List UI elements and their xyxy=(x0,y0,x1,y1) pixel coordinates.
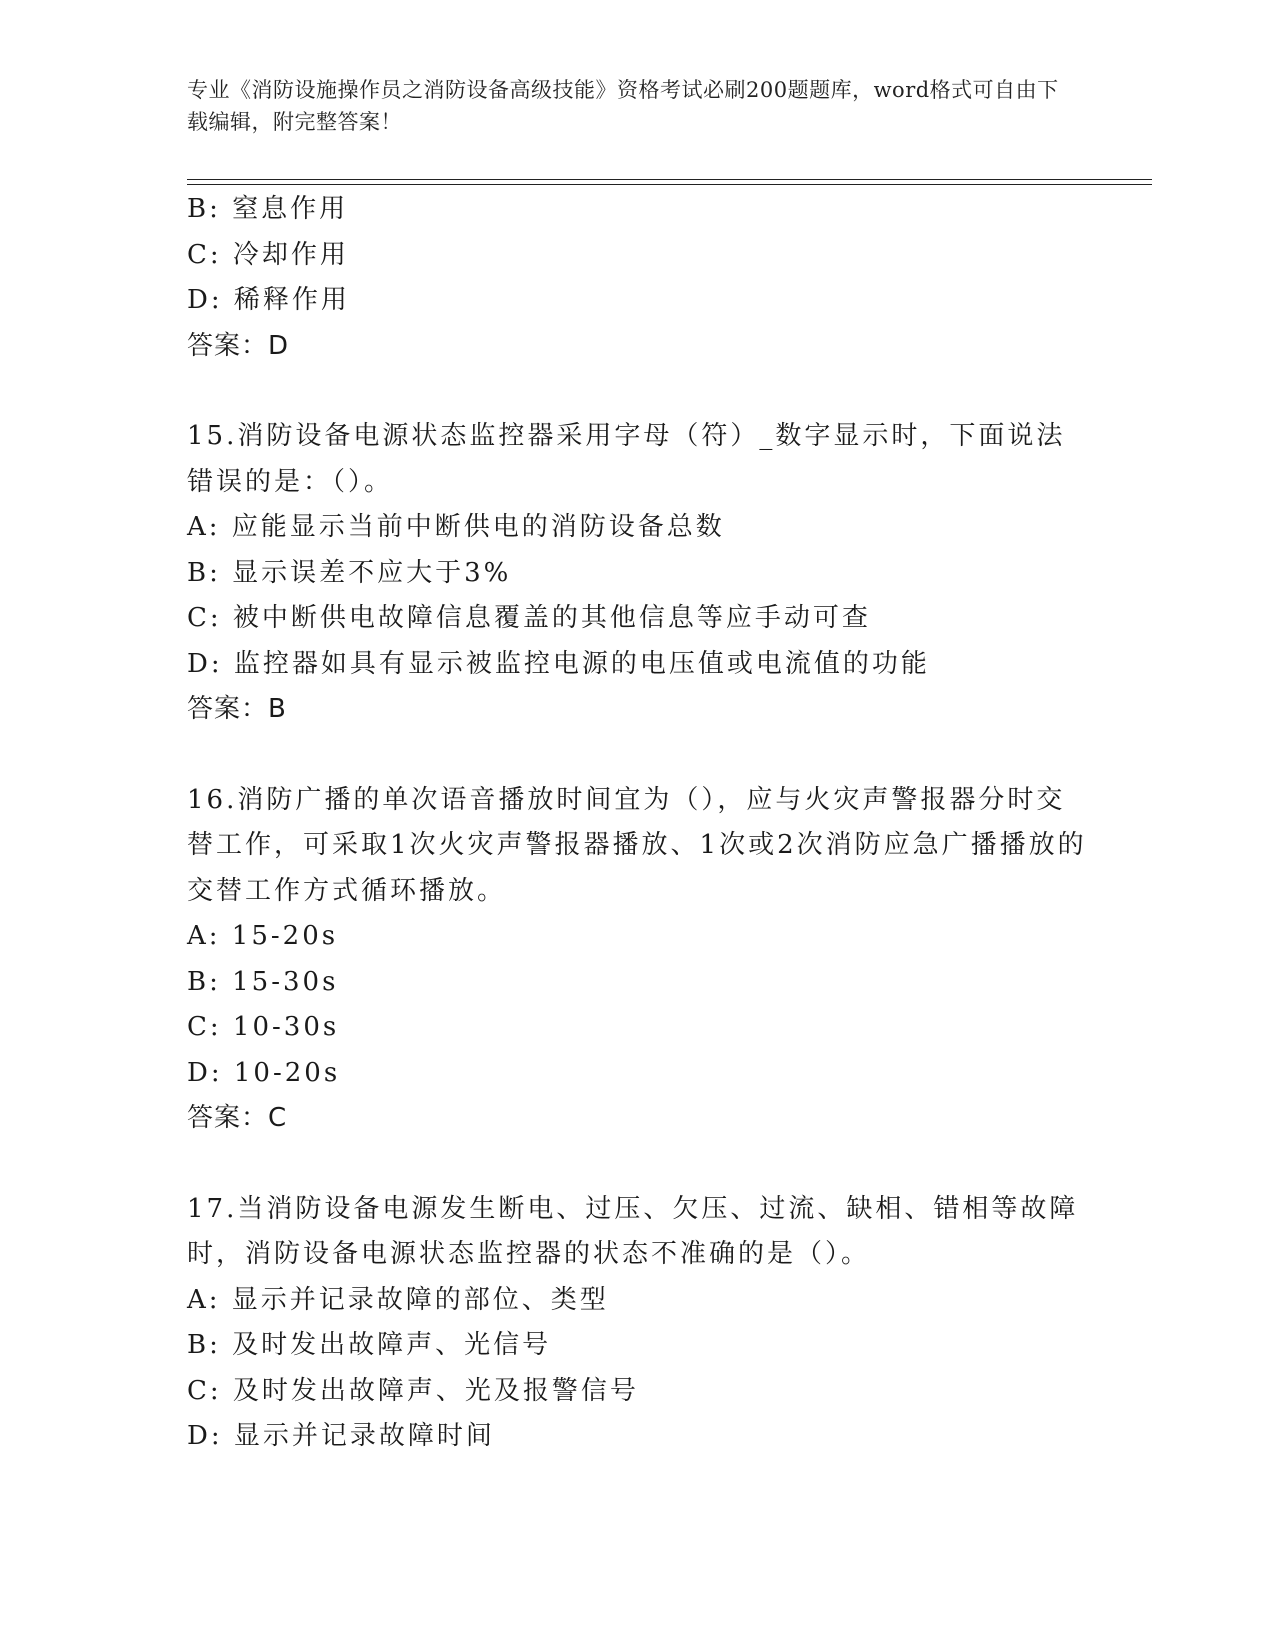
question-stem: 17.当消防设备电源发生断电、过压、欠压、过流、缺相、错相等故障时，消防设备电源状态监控器的状态不准确的是（）。 xyxy=(187,1193,1079,1269)
option-a: A: 应能显示当前中断供电的消防设备总数 xyxy=(187,512,725,542)
option-c: C: 10-30s xyxy=(187,1012,340,1042)
answer-line: 答案：C xyxy=(187,1103,288,1133)
question-14-continued xyxy=(187,187,1087,369)
option-d: D: 显示并记录故障时间 xyxy=(187,1421,495,1451)
document-body xyxy=(187,187,1087,1460)
question-16 xyxy=(187,778,1087,1142)
option-a: A: 显示并记录故障的部位、类型 xyxy=(187,1284,609,1315)
answer-line: 答案：B xyxy=(187,694,287,724)
question-17 xyxy=(187,1187,1087,1460)
option-b: B: 及时发出故障声、光信号 xyxy=(187,1330,552,1360)
option-c: C: 被中断供电故障信息覆盖的其他信息等应手动可查 xyxy=(187,603,871,633)
option-a: A: 15-20s xyxy=(187,921,339,951)
option-d: D: 监控器如具有显示被监控电源的电压值或电流值的功能 xyxy=(187,648,930,679)
header-rule xyxy=(187,179,1152,180)
option-c: C: 冷却作用 xyxy=(187,239,349,270)
question-stem: 16.消防广播的单次语音播放时间宜为（），应与火灾声警报器分时交替工作，可采取1次火灾声警报器播放、1次或2次消防应急广播播放的交替工作方式循环播放。 xyxy=(187,784,1087,906)
answer-line: 答案：D xyxy=(187,330,290,361)
question-stem: 15.消防设备电源状态监控器采用字母（符）_数字显示时，下面说法错误的是：（）。 xyxy=(187,421,1066,497)
page-header: 专业《消防设施操作员之消防设备高级技能》资格考试必刷200题题库，word格式可自由下载编辑，附完整答案！ xyxy=(187,78,1059,134)
option-d: D: 10-20s xyxy=(187,1057,341,1088)
option-d: D: 稀释作用 xyxy=(187,285,350,315)
option-c: C: 及时发出故障声、光及报警信号 xyxy=(187,1375,639,1406)
header-rule-double xyxy=(187,184,1152,185)
option-b: B: 15-30s xyxy=(187,966,339,997)
question-15 xyxy=(187,414,1087,733)
option-b: B: 显示误差不应大于3% xyxy=(187,557,512,588)
option-b: B: 窒息作用 xyxy=(187,194,349,224)
